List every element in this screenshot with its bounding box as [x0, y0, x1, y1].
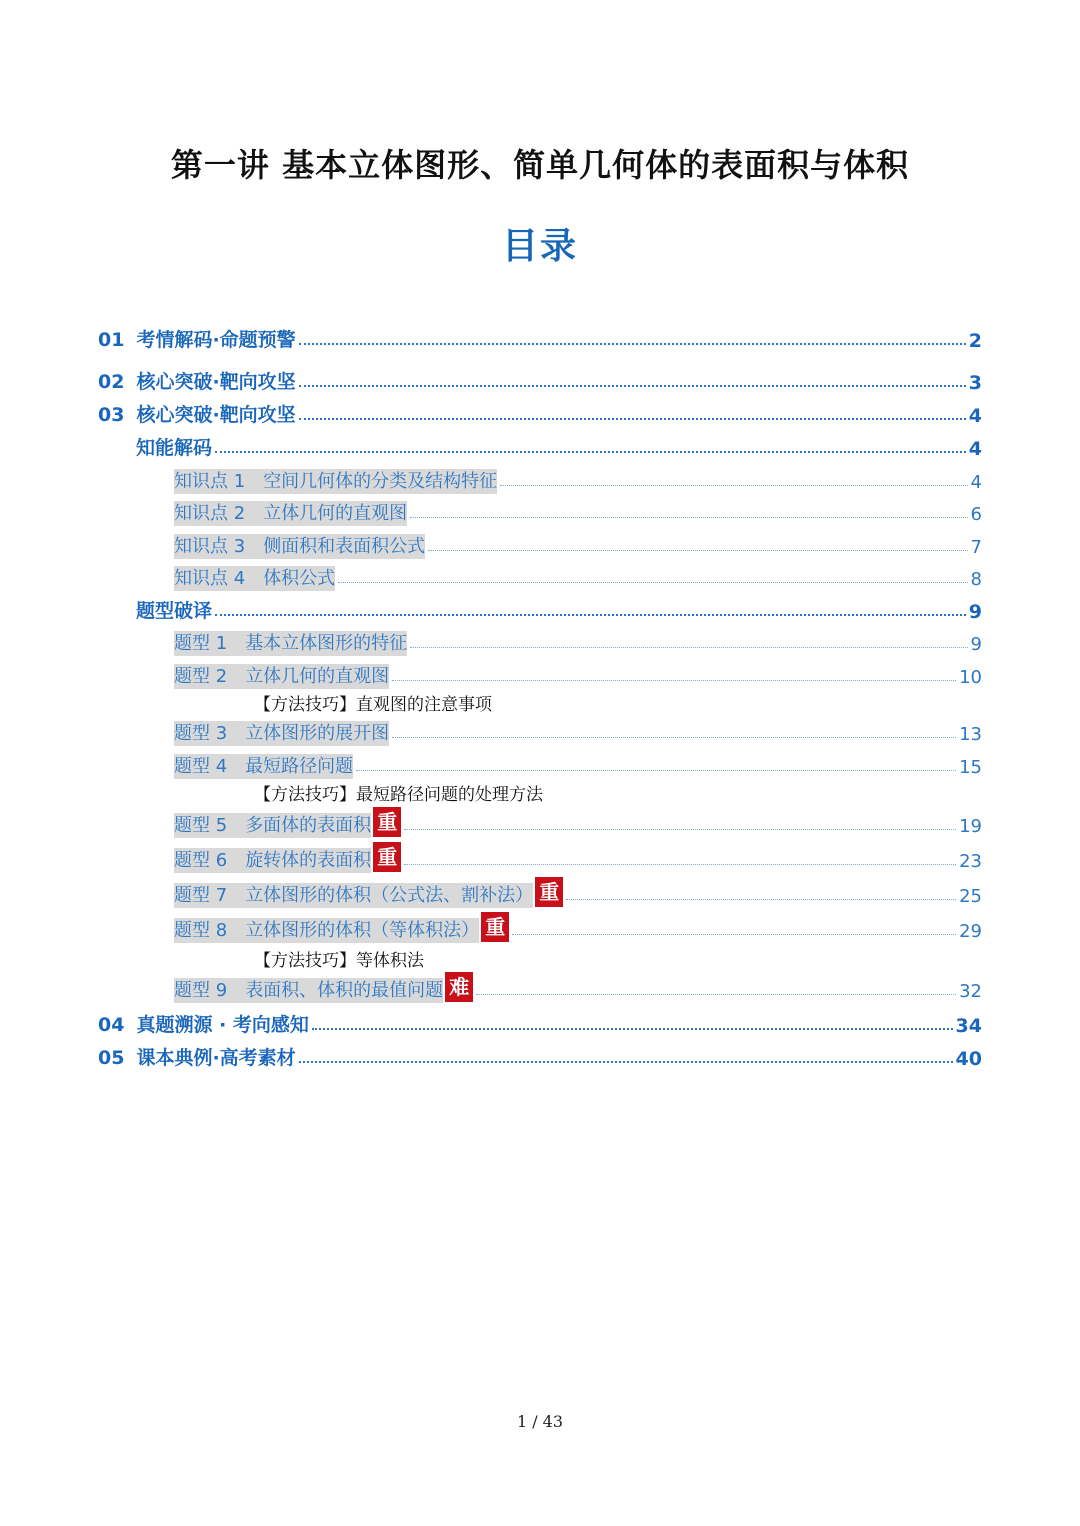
method-tip: 【方法技巧】最短路径问题的处理方法 — [254, 785, 543, 805]
toc-entry[interactable] — [136, 593, 982, 623]
toc-entry-label: 题型 8 立体图形的体积（等体积法） 重 — [174, 912, 509, 942]
difficult-badge: 难 — [445, 972, 473, 1002]
method-tip: 【方法技巧】直观图的注意事项 — [254, 695, 492, 715]
toc-entry[interactable] — [136, 430, 982, 460]
toc-entry-label: 题型 7 立体图形的体积（公式法、割补法） 重 — [174, 877, 563, 907]
toc-leader — [338, 582, 967, 583]
toc-entry[interactable] — [98, 1007, 982, 1037]
toc-page-number: 9 — [970, 634, 982, 655]
toc-leader — [392, 680, 956, 681]
toc-entry[interactable] — [174, 748, 982, 778]
toc-leader — [299, 418, 966, 420]
toc-leader — [428, 550, 967, 551]
toc-page-number: 19 — [959, 816, 982, 837]
key-point-badge: 重 — [373, 807, 401, 837]
toc-entry-label: 知识点 1 空间几何体的分类及结构特征 — [174, 471, 498, 492]
toc-entry[interactable] — [174, 715, 982, 745]
toc-entry-label: 05 课本典例·高考素材 — [98, 1047, 296, 1069]
toc-leader — [566, 899, 956, 900]
toc-entry-label: 02 核心突破·靶向攻坚 — [98, 371, 296, 393]
toc-leader — [356, 770, 956, 771]
toc-entry[interactable] — [98, 322, 982, 352]
toc-page-number: 40 — [955, 1048, 982, 1070]
toc-page-number: 25 — [959, 886, 982, 907]
toc-leader — [299, 1061, 953, 1063]
toc-leader — [299, 385, 966, 387]
toc-page-number: 23 — [959, 851, 982, 872]
toc-heading: 目录 — [501, 226, 578, 267]
toc-entry[interactable] — [174, 972, 982, 1002]
page-number-footer: 1 / 43 — [516, 1412, 564, 1431]
toc-entry-label: 题型 6 旋转体的表面积 重 — [174, 842, 401, 872]
toc-page-number: 34 — [955, 1015, 982, 1037]
toc-page-number: 10 — [959, 667, 982, 688]
toc-entry[interactable] — [174, 658, 982, 688]
toc-page-number: 6 — [970, 504, 982, 525]
toc-leader — [392, 737, 956, 738]
toc-entry[interactable] — [174, 912, 982, 942]
toc-leader — [404, 864, 956, 865]
toc-page-number: 8 — [970, 569, 982, 590]
toc-page-number: 2 — [968, 330, 982, 352]
toc-entry[interactable] — [174, 625, 982, 655]
toc-entry-label: 题型 9 表面积、体积的最值问题 难 — [174, 972, 473, 1002]
toc-page-number: 7 — [970, 537, 982, 558]
toc-page-number: 13 — [959, 724, 982, 745]
toc-page-number: 3 — [968, 372, 982, 394]
toc-entry[interactable] — [174, 463, 982, 493]
toc-entry-label: 03 核心突破·靶向攻坚 — [98, 404, 296, 426]
toc-leader — [312, 1028, 953, 1030]
key-point-badge: 重 — [481, 912, 509, 942]
toc-entry[interactable] — [98, 397, 982, 427]
toc-entry-label: 知识点 2 立体几何的直观图 — [174, 503, 408, 524]
toc-leader — [410, 517, 967, 518]
toc-page-number: 9 — [968, 601, 982, 623]
toc-entry-label: 题型破译 — [136, 600, 213, 622]
toc-entry[interactable] — [98, 1040, 982, 1070]
toc-entry-label: 题型 3 立体图形的展开图 — [174, 723, 390, 744]
toc-leader — [404, 829, 956, 830]
toc-leader — [500, 485, 967, 486]
toc-page-number: 32 — [959, 981, 982, 1002]
toc-entry[interactable] — [98, 364, 982, 394]
toc-page-number: 4 — [968, 405, 982, 427]
toc-entry-label: 题型 1 基本立体图形的特征 — [174, 633, 408, 654]
toc-entry-label: 题型 4 最短路径问题 — [174, 756, 354, 777]
toc-page-number: 4 — [968, 438, 982, 460]
key-point-badge: 重 — [535, 877, 563, 907]
toc-entry-label: 题型 5 多面体的表面积 重 — [174, 807, 401, 837]
toc-page-number: 4 — [970, 472, 982, 493]
method-tip: 【方法技巧】等体积法 — [254, 951, 424, 971]
toc-entry-label: 知能解码 — [136, 437, 213, 459]
toc-leader — [215, 451, 966, 453]
toc-entry[interactable] — [174, 807, 982, 837]
key-point-badge: 重 — [373, 842, 401, 872]
toc-entry[interactable] — [174, 560, 982, 590]
toc-entry[interactable] — [174, 877, 982, 907]
toc-entry[interactable] — [174, 842, 982, 872]
toc-page-number: 29 — [959, 921, 982, 942]
document-title: 第一讲 基本立体图形、简单几何体的表面积与体积 — [170, 146, 910, 184]
toc-entry-label: 04 真题溯源 · 考向感知 — [98, 1014, 309, 1036]
toc-entry[interactable] — [174, 528, 982, 558]
toc-entry[interactable] — [174, 495, 982, 525]
toc-leader — [410, 647, 967, 648]
toc-entry-label: 知识点 4 体积公式 — [174, 568, 336, 589]
toc-leader — [215, 614, 966, 616]
toc-entry-label: 题型 2 立体几何的直观图 — [174, 666, 390, 687]
toc-page-number: 15 — [959, 757, 982, 778]
toc-leader — [476, 994, 956, 995]
toc-leader — [512, 934, 956, 935]
toc-entry-label: 知识点 3 侧面积和表面积公式 — [174, 536, 426, 557]
toc-entry-label: 01 考情解码·命题预警 — [98, 329, 296, 351]
toc-leader — [299, 343, 966, 345]
